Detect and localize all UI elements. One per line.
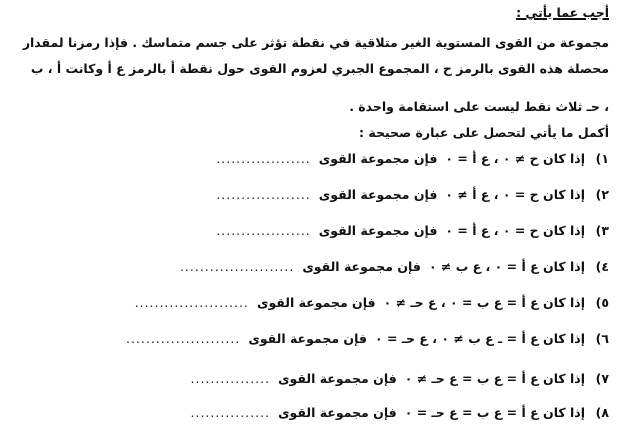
item-number: ٢)	[595, 187, 609, 202]
answer-blank: ................	[190, 371, 271, 386]
item-result: فإن مجموعة القوى	[318, 187, 438, 202]
exercise-item	[6, 404, 609, 422]
exercise-item	[6, 370, 609, 388]
item-condition: إذا كان ع أ = ع ب = ٠ ، ع حـ ≠ ٠	[383, 295, 585, 310]
item-condition: إذا كان ح ≠ ٠ ، ع أ = ٠	[445, 151, 585, 166]
exercise-item	[6, 294, 609, 312]
item-condition: إذا كان ع أ = ع ب = ع حـ = ٠	[404, 405, 585, 420]
answer-blank: .......................	[125, 331, 241, 346]
item-result: فإن مجموعة القوى	[256, 295, 376, 310]
item-result: فإن مجموعة القوى	[318, 151, 438, 166]
answer-blank: ...................	[216, 223, 311, 238]
intro-line-2: محصلة هذه القوى بالرمز ح ، المجموع الجبري لعزوم القوى حول نقطة أ بالرمز ع أ وكانت أ ، ب	[30, 61, 609, 76]
item-result: فإن مجموعة القوى	[318, 223, 438, 238]
answer-blank: ...................	[216, 151, 311, 166]
answer-blank: ................	[190, 405, 271, 420]
item-result: فإن مجموعة القوى	[278, 405, 397, 420]
item-condition: إذا كان ح = ٠ ، ع أ = ٠	[445, 223, 585, 238]
exercise-item	[6, 258, 609, 276]
answer-blank: .......................	[134, 295, 249, 310]
exercise-item	[6, 186, 609, 204]
answer-blank: ...................	[216, 187, 311, 202]
answer-blank: .......................	[179, 259, 295, 274]
item-number: ٧)	[595, 371, 609, 386]
item-number: ٦)	[595, 331, 609, 346]
intro-line-1: مجموعة من القوى المستوية الغير متلاقية في نقطة تؤثر على جسم متماسك . فإذا رمزنا لمقدار	[22, 35, 609, 50]
item-number: ١)	[595, 151, 609, 166]
question-heading: أجب عما يأتي :	[516, 5, 609, 20]
item-number: ٣)	[595, 223, 609, 238]
intro-line-3: ، حـ ثلاث نقط ليست على استقامة واحدة .	[349, 99, 609, 114]
exercise-item	[6, 150, 609, 168]
item-result: فإن مجموعة القوى	[278, 371, 397, 386]
exercise-item	[6, 330, 609, 348]
item-condition: إذا كان ح = ٠ ، ع أ ≠ ٠	[445, 187, 585, 202]
item-condition: إذا كان ع أ = ٠ ، ع ب ≠ ٠	[428, 259, 585, 274]
item-number: ٤)	[595, 259, 609, 274]
item-condition: إذا كان ع أ = ع ب = ع حـ ≠ ٠	[404, 371, 585, 386]
item-result: فإن مجموعة القوى	[248, 331, 367, 346]
item-result: فإن مجموعة القوى	[302, 259, 421, 274]
item-condition: إذا كان ع أ = ـ ع ب ≠ ٠ ، ع حـ = ٠	[374, 331, 585, 346]
item-number: ٨)	[595, 405, 609, 420]
item-number: ٥)	[595, 295, 609, 310]
instruction-text: أكمل ما يأتي لتحصل على عبارة صحيحة :	[359, 125, 609, 140]
exercise-item	[6, 222, 609, 240]
